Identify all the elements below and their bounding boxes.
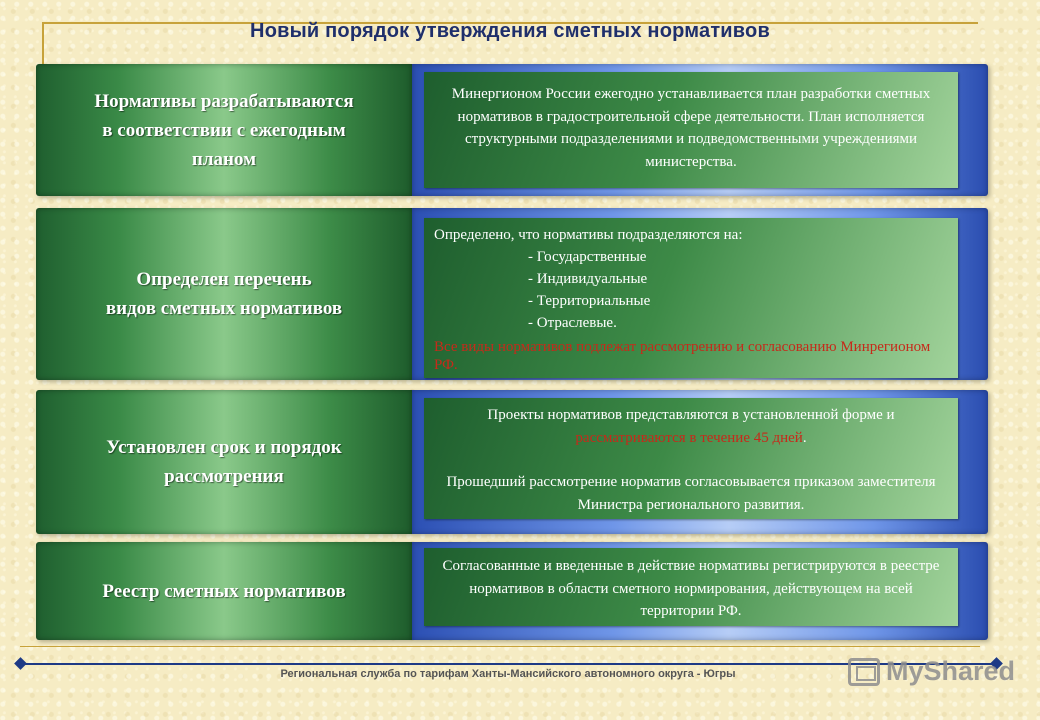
row-types-item-territorial: - Территориальные [528, 293, 651, 309]
watermark-logo [848, 656, 1015, 687]
row-types-detail-box [424, 218, 958, 378]
row-types-item-sectoral: - Отраслевые. [528, 315, 617, 331]
row-plan-detail-panel [412, 64, 988, 196]
row-plan-text: Минергионом России ежегодно устанавливается план разработки сметных нормативов в градостроительной сфере деятельности. План исполняется структурными подразделениями и подведомственными учреждениями министерства. [451, 86, 931, 170]
footer-gold-divider [20, 646, 980, 647]
row-registry-text: Согласованные и введенные в действие нормативы регистрируются в реестре нормативов в области сметного нормирования, действующем на всей территории РФ. [442, 558, 940, 619]
footer-text: Региональная служба по тарифам Ханты-Мансийского автономного округа - Югры [280, 668, 736, 680]
projector-icon [848, 658, 880, 686]
row-types-heading-panel [36, 208, 412, 380]
row-types-detail-panel [412, 208, 988, 380]
row-registry-detail-panel [412, 542, 988, 640]
row-plan-heading-panel [36, 64, 412, 196]
row-review-text-d: Прошедший рассмотрение норматив согласовывается приказом заместителя Министра регионального развития. [446, 474, 936, 513]
row-review-detail-panel [412, 390, 988, 534]
row-review-heading: Установлен срок и порядок рассмотрения [106, 437, 342, 487]
row-review-detail-box [424, 398, 958, 519]
row-review-heading-panel [36, 390, 412, 534]
watermark-text: MyShared [886, 656, 1016, 686]
row-registry-detail-box [424, 548, 958, 626]
row-review-period: . [802, 429, 807, 446]
row-types-item-state: - Государственные [528, 249, 647, 265]
row-types-intro: Определено, что нормативы подразделяются на: [434, 227, 743, 243]
row-plan-heading: Нормативы разрабатываются в соответствии с ежегодным планом [94, 90, 354, 170]
row-plan-detail-box [424, 72, 958, 188]
row-registry-heading-panel [36, 542, 412, 640]
row-types [36, 208, 988, 380]
row-types-heading: Определен перечень видов сметных нормативов [105, 269, 343, 319]
row-plan [36, 64, 988, 196]
row-registry [36, 542, 988, 640]
row-types-note: Все виды нормативов подлежат рассмотрению и согласованию Минрегионом РФ. [434, 339, 931, 373]
row-review-text-a: Проекты нормативов представляются в установленной форме и [487, 407, 895, 423]
row-review-term: рассматриваются в течение 45 дней [575, 429, 803, 446]
row-registry-heading: Реестр сметных нормативов [102, 580, 346, 602]
row-review [36, 390, 988, 534]
row-types-item-individual: - Индивидуальные [528, 271, 648, 287]
slide-title: Новый порядок утверждения сметных нормативов [250, 20, 770, 42]
